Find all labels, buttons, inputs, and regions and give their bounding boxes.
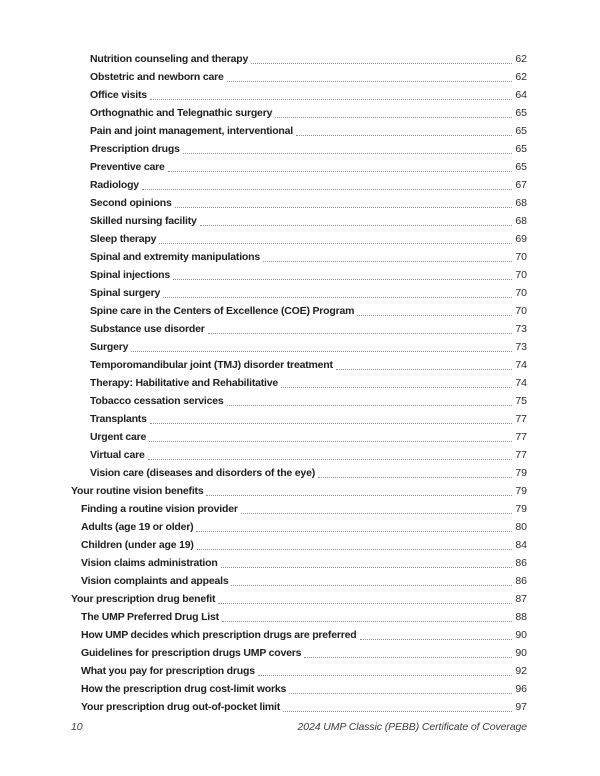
toc-entry-label: Second opinions [90, 197, 172, 209]
toc-entry[interactable] [71, 554, 527, 572]
toc-entry-label: Your prescription drug out-of-pocket limit [81, 701, 281, 713]
toc-entry-page-number: 65 [515, 143, 527, 155]
toc-entry-page-number: 70 [515, 269, 527, 281]
toc-entry-page-number: 74 [515, 359, 527, 371]
toc-entry[interactable] [71, 644, 527, 662]
toc-entry[interactable] [71, 176, 527, 194]
toc-entry-page-number: 70 [515, 287, 527, 299]
toc-entry-page-number: 67 [515, 179, 527, 191]
toc-entry[interactable] [71, 464, 527, 482]
toc-entry-page-number: 87 [515, 593, 527, 605]
toc-entry-label: Adults (age 19 or older) [81, 521, 194, 533]
toc-entry-page-number: 77 [515, 413, 527, 425]
toc-entry-page-number: 84 [515, 539, 527, 551]
toc-entry-page-number: 86 [515, 575, 527, 587]
toc-entry[interactable] [71, 248, 527, 266]
dot-leader [251, 63, 512, 64]
toc-entry-label: Prescription drugs [90, 143, 180, 155]
toc-entry-label: Office visits [90, 89, 147, 101]
toc-entry[interactable] [71, 662, 527, 680]
toc-entry-page-number: 68 [515, 197, 527, 209]
toc-entry-label: Orthognathic and Telegnathic surgery [90, 107, 273, 119]
toc-entry[interactable] [71, 104, 527, 122]
toc-entry-label: How UMP decides which prescription drugs are preferred [81, 629, 357, 641]
toc-entry-label: Preventive care [90, 161, 165, 173]
toc-entry-label: Sleep therapy [90, 233, 157, 245]
dot-leader [150, 423, 513, 424]
toc-entry[interactable] [71, 482, 527, 500]
dot-leader [148, 459, 513, 460]
toc-entry-label: Children (under age 19) [81, 539, 194, 551]
toc-entry[interactable] [71, 446, 527, 464]
toc-entry-label: Nutrition counseling and therapy [90, 53, 249, 65]
toc-entry[interactable] [71, 158, 527, 176]
toc-entry-page-number: 92 [515, 665, 527, 677]
toc-entry[interactable] [71, 410, 527, 428]
toc-entry-label: Skilled nursing facility [90, 215, 197, 227]
dot-leader [289, 693, 512, 694]
toc-entry[interactable] [71, 680, 527, 698]
toc-entry[interactable] [71, 374, 527, 392]
table-of-contents [71, 50, 527, 716]
dot-leader [304, 657, 512, 658]
toc-entry-page-number: 79 [515, 503, 527, 515]
dot-leader [175, 207, 513, 208]
toc-entry-label: Obstetric and newborn care [90, 71, 224, 83]
toc-entry[interactable] [71, 626, 527, 644]
toc-entry-label: Tobacco cessation services [90, 395, 224, 407]
toc-entry-label: The UMP Preferred Drug List [81, 611, 219, 623]
toc-entry-label: Urgent care [90, 431, 147, 443]
dot-leader [150, 99, 512, 100]
dot-leader [163, 297, 512, 298]
toc-entry-label: Transplants [90, 413, 147, 425]
toc-entry-page-number: 62 [515, 53, 527, 65]
dot-leader [318, 477, 512, 478]
dot-leader [200, 225, 513, 226]
toc-entry-label: Pain and joint management, interventional [90, 125, 293, 137]
page-footer [71, 721, 527, 733]
toc-entry[interactable] [71, 608, 527, 626]
toc-entry-label: Virtual care [90, 449, 145, 461]
toc-entry[interactable] [71, 320, 527, 338]
toc-entry-page-number: 70 [515, 305, 527, 317]
dot-leader [222, 621, 512, 622]
toc-entry[interactable] [71, 590, 527, 608]
toc-entry[interactable] [71, 68, 527, 86]
toc-entry[interactable] [71, 518, 527, 536]
toc-entry-label: Spinal injections [90, 269, 171, 281]
dot-leader [218, 603, 512, 604]
toc-entry[interactable] [71, 140, 527, 158]
toc-entry-page-number: 62 [515, 71, 527, 83]
toc-entry[interactable] [71, 86, 527, 104]
toc-entry[interactable] [71, 302, 527, 320]
toc-entry[interactable] [71, 572, 527, 590]
dot-leader [196, 531, 512, 532]
dot-leader [149, 441, 512, 442]
dot-leader [159, 243, 512, 244]
dot-leader [173, 279, 512, 280]
toc-entry-label: Spine care in the Centers of Excellence (COE) Program [90, 305, 355, 317]
dot-leader [275, 117, 512, 118]
dot-leader [206, 495, 512, 496]
toc-entry[interactable] [71, 392, 527, 410]
toc-entry-label: Your routine vision benefits [71, 485, 204, 497]
dot-leader [357, 315, 512, 316]
toc-entry[interactable] [71, 338, 527, 356]
toc-entry-page-number: 79 [515, 485, 527, 497]
toc-entry[interactable] [71, 212, 527, 230]
toc-entry[interactable] [71, 698, 527, 716]
dot-leader [258, 675, 512, 676]
toc-entry-label: How the prescription drug cost-limit works [81, 683, 287, 695]
toc-entry-page-number: 69 [515, 233, 527, 245]
dot-leader [296, 135, 512, 136]
toc-entry[interactable] [71, 266, 527, 284]
dot-leader [168, 171, 513, 172]
toc-entry-label: Vision complaints and appeals [81, 575, 229, 587]
dot-leader [360, 639, 513, 640]
toc-entry-label: Therapy: Habilitative and Rehabilitative [90, 377, 279, 389]
dot-leader [283, 711, 512, 712]
dot-leader [197, 549, 513, 550]
toc-entry-label: Vision care (diseases and disorders of the eye) [90, 467, 315, 479]
dot-leader [336, 369, 513, 370]
toc-entry-page-number: 77 [515, 449, 527, 461]
toc-entry-label: Vision claims administration [81, 557, 218, 569]
toc-entry-page-number: 96 [515, 683, 527, 695]
dot-leader [221, 567, 513, 568]
toc-entry-page-number: 86 [515, 557, 527, 569]
toc-entry[interactable] [71, 284, 527, 302]
toc-entry-page-number: 70 [515, 251, 527, 263]
toc-entry[interactable] [71, 356, 527, 374]
dot-leader [131, 351, 512, 352]
toc-entry-label: Guidelines for prescription drugs UMP covers [81, 647, 302, 659]
dot-leader [263, 261, 512, 262]
toc-entry[interactable] [71, 500, 527, 518]
toc-entry-page-number: 77 [515, 431, 527, 443]
toc-entry-page-number: 65 [515, 107, 527, 119]
toc-entry-label: Your prescription drug benefit [71, 593, 216, 605]
toc-entry-label: Spinal and extremity manipulations [90, 251, 260, 263]
footer-page-number: 10 [71, 721, 83, 733]
toc-entry-label: What you pay for prescription drugs [81, 665, 255, 677]
toc-entry-page-number: 90 [515, 647, 527, 659]
toc-entry-label: Substance use disorder [90, 323, 205, 335]
dot-leader [142, 189, 512, 190]
toc-entry[interactable] [71, 194, 527, 212]
toc-entry-page-number: 74 [515, 377, 527, 389]
toc-entry[interactable] [71, 50, 527, 68]
toc-entry-page-number: 90 [515, 629, 527, 641]
toc-entry-label: Finding a routine vision provider [81, 503, 238, 515]
toc-entry-label: Spinal surgery [90, 287, 161, 299]
footer-document-title: 2024 UMP Classic (PEBB) Certificate of Coverage [297, 721, 527, 733]
dot-leader [227, 405, 513, 406]
toc-entry-page-number: 73 [515, 341, 527, 353]
toc-entry-page-number: 88 [515, 611, 527, 623]
toc-entry[interactable] [71, 428, 527, 446]
toc-entry-label: Surgery [90, 341, 129, 353]
dot-leader [227, 81, 513, 82]
toc-entry-page-number: 73 [515, 323, 527, 335]
toc-entry-label: Temporomandibular joint (TMJ) disorder treatment [90, 359, 333, 371]
dot-leader [241, 513, 513, 514]
toc-entry-page-number: 79 [515, 467, 527, 479]
toc-entry-page-number: 97 [515, 701, 527, 713]
toc-entry[interactable] [71, 122, 527, 140]
toc-entry-page-number: 68 [515, 215, 527, 227]
toc-entry-page-number: 75 [515, 395, 527, 407]
dot-leader [281, 387, 512, 388]
toc-entry-page-number: 80 [515, 521, 527, 533]
toc-entry-label: Radiology [90, 179, 139, 191]
toc-entry-page-number: 65 [515, 125, 527, 137]
dot-leader [183, 153, 513, 154]
toc-entry[interactable] [71, 230, 527, 248]
toc-entry[interactable] [71, 536, 527, 554]
toc-entry-page-number: 64 [515, 89, 527, 101]
toc-entry-page-number: 65 [515, 161, 527, 173]
dot-leader [231, 585, 512, 586]
dot-leader [208, 333, 513, 334]
